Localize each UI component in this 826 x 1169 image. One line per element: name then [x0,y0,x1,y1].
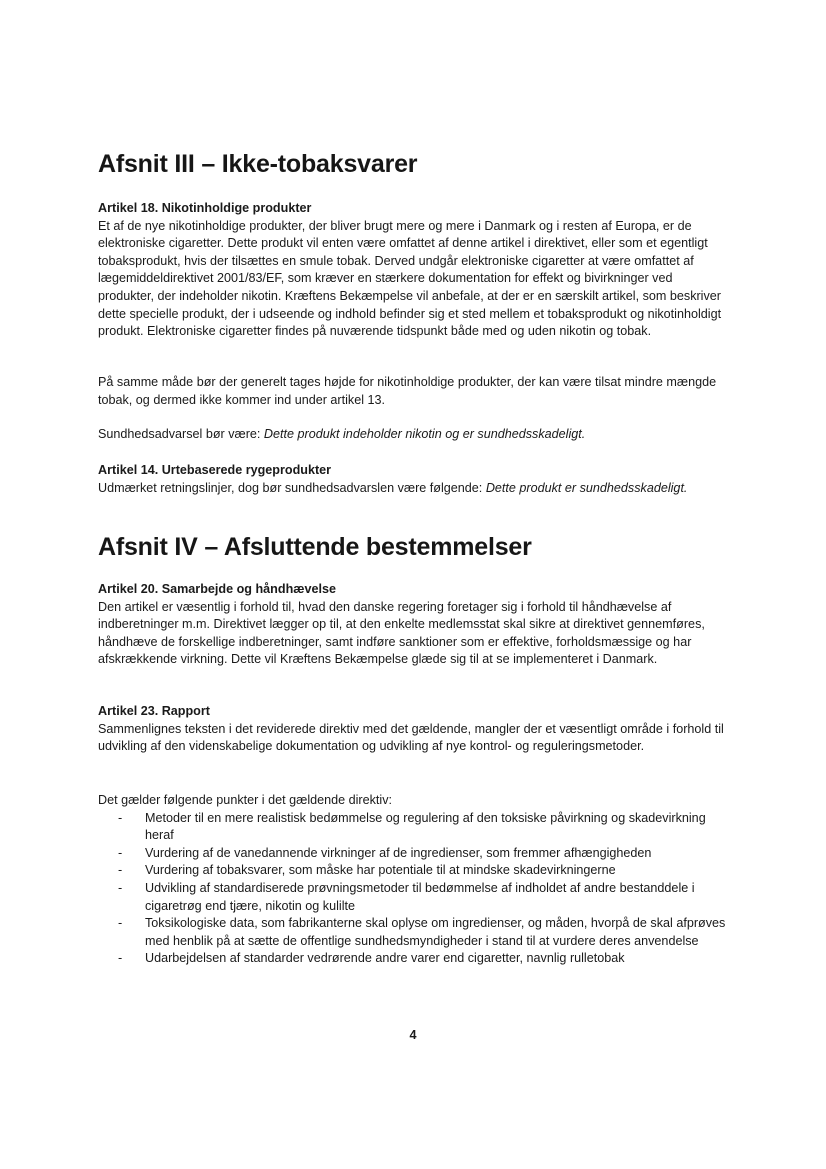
article-18-body: Et af de nye nikotinholdige produkter, der bliver brugt mere og mere i Danmark og i resten af Europa, er de elektroniske cigaretter. Dette produkt vil enten være omfattet af denne artikel i direktivet, eller som et egentligt tobaksprodukt, hvis der tilsættes en smule tobak. Derved undgår elektroniske cigaretter at være omfattet af lægemiddeldirektivet 2001/83/EF, som kræver en stærkere dokumentation for effekt og bivirkninger ved produkter, der indeholder nikotin. Kræftens Bekæmpelse vil anbefale, at der er en særskilt artikel, som beskriver dette specielle produkt, der i udseende og indhold befinder sig et sted mellem et tobaksprodukt og nikotinholdigt produkt. Elektroniske cigaretter findes på nuværende tidspunkt både med og uden nikotin og tobak. [98,218,722,339]
article-14-block [98,462,730,497]
list-item: - Vurdering af tobaksvarer, som måske har potentiale til at mindske skadevirkningerne [98,862,730,880]
page-number: 4 [409,1028,417,1042]
list-item: - Vurdering af de vanedannende virkninger af de ingredienser, som fremmer afhængigheden [98,845,730,863]
article-23-title: Artikel 23. Rapport [98,704,210,718]
article-20-title: Artikel 20. Samarbejde og håndhævelse [98,582,336,596]
article-14-body-prefix: Udmærket retningslinjer, dog bør sundhedsadvarslen være følgende: [98,480,486,495]
article-20-body: Den artikel er væsentlig i forhold til, hvad den danske regering foretager sig i forhold til håndhævelse af indberetninger m.m. Direktivet lægger op til, at den enkelte medlemsstat skal sikre at direktivet gennemføres, håndhæve de forskellige indberetninger, samt indføre sanktioner som er effektive, forholdsmæssige og har afskrækkende virkning. Dette vil Kræftens Bekæmpelse glæde sig til at se implementeret i Danmark. [98,599,705,667]
health-warning-text: Dette produkt indeholder nikotin og er sundhedsskadeligt. [263,427,586,441]
section-heading-iii: Afsnit III – Ikke-tobaksvarer [98,150,418,178]
article-18-warning [98,426,730,444]
article-14-body-italic: Dette produkt er sundhedsskadeligt. [485,480,688,495]
article-23-body: Sammenlignes teksten i det reviderede direktiv med det gældende, mangler der et væsentligt område i forhold til udvikling af den videnskabelige dokumentation og udvikling af nye kontrol- og reguleringsmetoder. [98,721,724,754]
article-14-title: Artikel 14. Urtebaserede rygeprodukter [98,463,332,477]
list-item: - Udvikling af standardiserede prøvningsmetoder til bedømmelse af indholdet af andre bestanddele i cigaretrøg end tjære, nikotin og kulilte [98,880,730,915]
section-heading-iv: Afsnit IV – Afsluttende bestemmelser [98,533,532,561]
article-14-body [98,480,730,498]
article-18-title: Artikel 18. Nikotinholdige produkter [98,201,312,215]
article-18-block [98,200,730,341]
article-23-list [98,810,730,968]
article-23-list-block [98,792,730,968]
list-item: - Toksikologiske data, som fabrikanterne skal oplyse om ingredienser, og måden, hvorpå de skal afprøves med henblik på at sætte de offentlige sundhedsmyndigheder i stand til at vurdere deres anvendelse [98,915,730,950]
list-item: - Udarbejdelsen af standarder vedrørende andre varer end cigaretter, navnlig rulletobak [98,950,730,968]
health-warning-line [98,426,730,444]
article-23-list-intro: Det gælder følgende punkter i det gældende direktiv: [98,793,393,807]
article-20-block [98,581,730,669]
health-warning-prefix: Sundhedsadvarsel bør være: [98,427,264,441]
article-18-para2: På samme måde bør der generelt tages højde for nikotinholdige produkter, der kan være tilsat mindre mængde tobak, og dermed ikke kommer ind under artikel 13. [98,375,717,407]
article-18-paragraph-2 [98,374,730,409]
article-23-block [98,703,730,756]
list-item: - Metoder til en mere realistisk bedømmelse og regulering af den toksiske påvirkning og skadevirkning heraf [98,810,730,845]
